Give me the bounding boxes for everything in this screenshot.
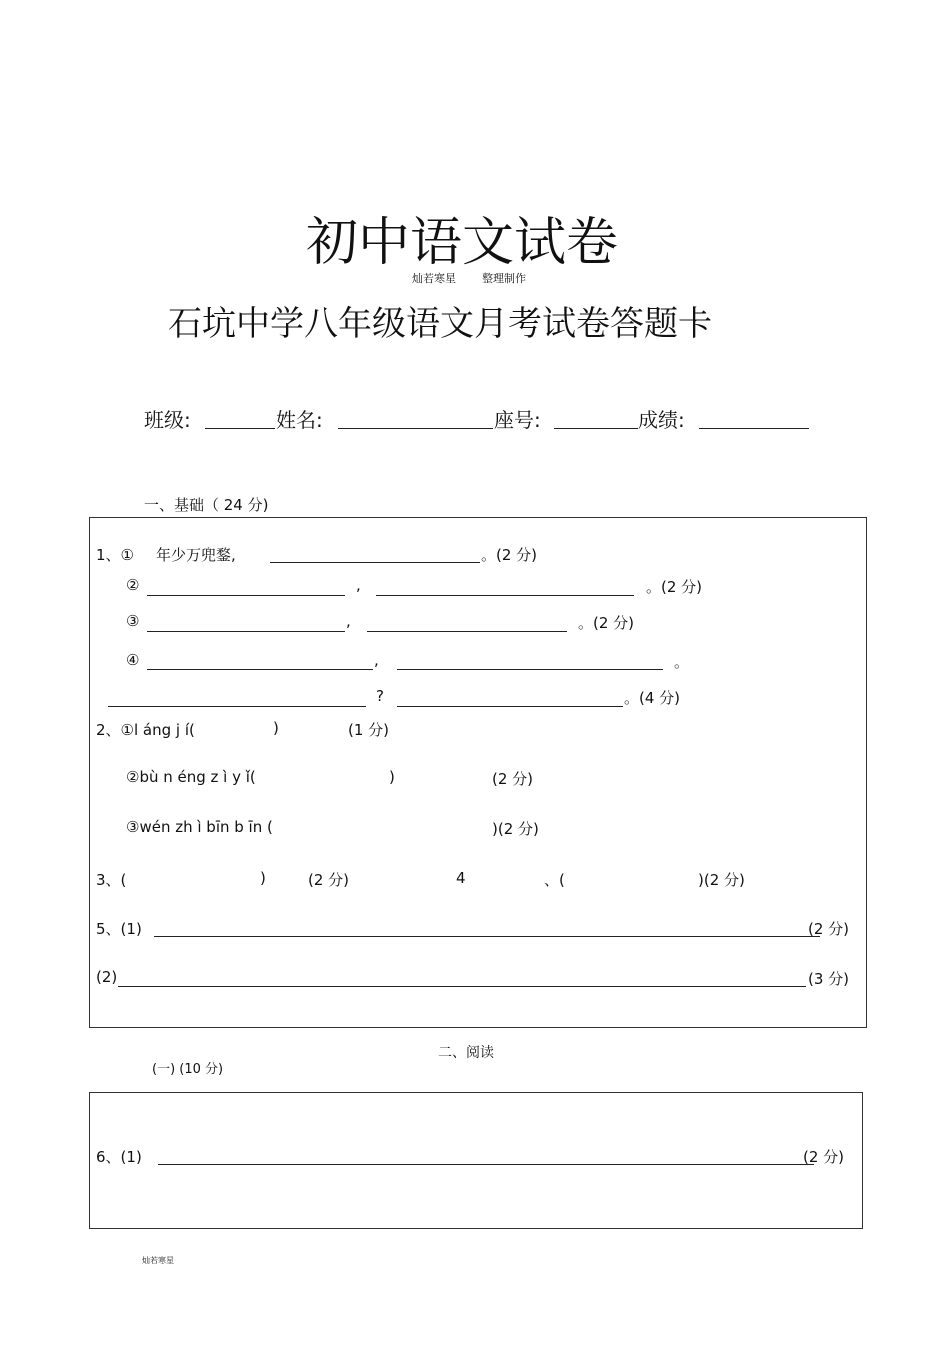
q5-line-2[interactable] — [118, 986, 806, 987]
class-label: 班级: — [144, 408, 191, 432]
q4-number: 4 — [456, 869, 466, 887]
q2a-close: ) — [273, 719, 279, 737]
q1-comma-2: , — [356, 576, 361, 594]
q6-line-1[interactable] — [158, 1164, 814, 1165]
q1-line-5a[interactable] — [108, 706, 366, 707]
q5-label-2: (2) — [96, 968, 118, 986]
q1-line-5b[interactable] — [397, 706, 623, 707]
q3-close: ) — [260, 869, 266, 887]
q1-line-1[interactable] — [270, 562, 480, 563]
q4-close: )(2 分) — [698, 871, 745, 889]
q5-line-1[interactable] — [154, 936, 820, 937]
q2b-text: ②bù n éng z ì y ǐ( — [126, 768, 256, 786]
q1-end-5: 。(4 分) — [624, 689, 681, 707]
q1-label: 1、① — [96, 546, 134, 564]
q6-score: (2 分) — [803, 1148, 845, 1166]
q1-comma-4: , — [374, 651, 379, 669]
seat-label: 座号: — [494, 408, 541, 432]
q1-end-2: 。(2 分) — [646, 578, 703, 596]
q6-label: 6、(1) — [96, 1148, 142, 1166]
q5-score-1: (2 分) — [808, 920, 850, 938]
q2b-score: (2 分) — [492, 770, 534, 788]
q1-qmark-5: ? — [376, 687, 384, 705]
q1-line-2b[interactable] — [376, 595, 634, 596]
byline-right: 整理制作 — [482, 272, 526, 285]
section-reading-box — [89, 1092, 863, 1229]
q2a-text: 2、①l áng j í( — [96, 721, 195, 739]
q1-end-3: 。(2 分) — [578, 614, 635, 632]
name-field[interactable] — [338, 428, 493, 429]
main-title: 初中语文试卷 — [305, 213, 618, 273]
q5-label-1: 5、(1) — [96, 920, 142, 938]
q1-prompt: 年少万兜鍪, — [156, 546, 236, 564]
sheet-title: 石坑中学八年级语文月考试卷答题卡 — [168, 304, 712, 344]
q1-circle-4: ④ — [126, 651, 140, 669]
q1-comma-3: , — [346, 612, 351, 630]
q4-open: 、( — [544, 871, 565, 889]
score-label: 成绩: — [638, 408, 685, 432]
q2c-text: ③wén zh ì bīn b īn ( — [126, 818, 273, 836]
section-reading-heading: 二、阅读 — [438, 1045, 494, 1061]
q1-line-4b[interactable] — [397, 669, 663, 670]
class-field[interactable] — [205, 428, 275, 429]
footer-text: 灿若寒星 — [142, 1256, 174, 1265]
section-reading-sub: (一) (10 分) — [152, 1062, 224, 1077]
name-label: 姓名: — [276, 408, 323, 432]
seat-field[interactable] — [554, 428, 638, 429]
q1-line-3a[interactable] — [147, 631, 345, 632]
q1-line-3b[interactable] — [367, 631, 567, 632]
q3-text: 3、( — [96, 871, 127, 889]
q1-end-1: 。(2 分) — [481, 546, 538, 564]
q5-score-2: (3 分) — [808, 970, 850, 988]
section-basics-heading: 一、基础（ 24 分) — [144, 496, 269, 514]
byline-left: 灿若寒星 — [412, 272, 456, 285]
q1-circle-2: ② — [126, 576, 140, 594]
q2a-score: (1 分) — [348, 721, 390, 739]
q1-end-4: 。 — [674, 653, 690, 671]
q1-circle-3: ③ — [126, 612, 140, 630]
q1-line-2a[interactable] — [147, 595, 345, 596]
q2c-close: )(2 分) — [492, 820, 539, 838]
q2b-close: ) — [389, 768, 395, 786]
q1-line-4a[interactable] — [147, 669, 373, 670]
score-field[interactable] — [699, 428, 809, 429]
q3-score: (2 分) — [308, 871, 350, 889]
